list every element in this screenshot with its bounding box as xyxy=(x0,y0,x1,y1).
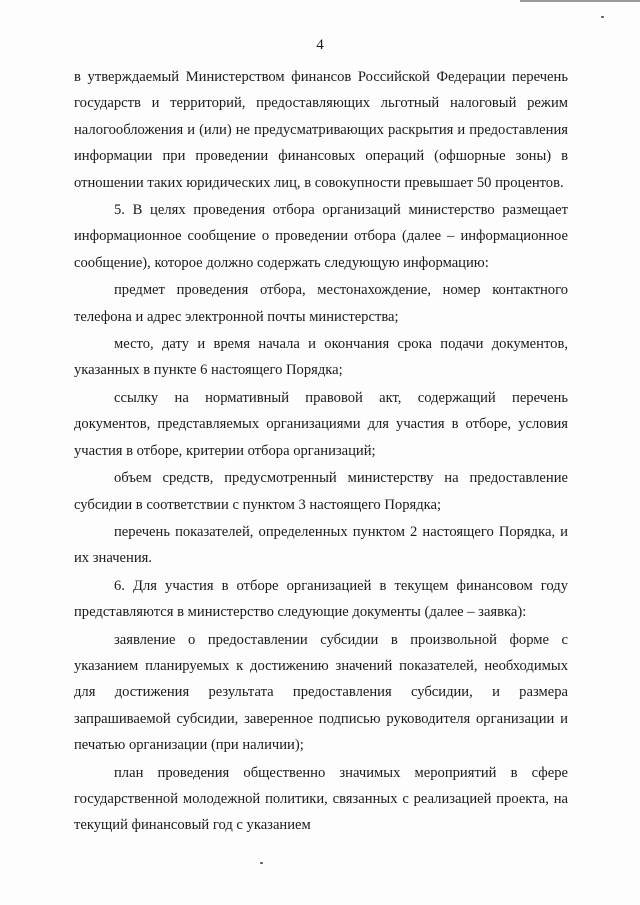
paragraph-list-item: заявление о предоставлении субсидии в произвольной форме с указанием планируемых к достижению значений показателей, необходимых для достижения результата предоставления субсидии, и размера запрашиваемой субсидии, заверенное подписью руководителя организации и печатью организации (при наличии); xyxy=(74,631,568,754)
document-body xyxy=(74,64,568,839)
paragraph-list-item: предмет проведения отбора, местонахождение, номер контактного телефона и адрес электронной почты министерства; xyxy=(74,282,568,325)
top-edge-line xyxy=(520,0,640,2)
paragraph-list-item: ссылку на нормативный правовой акт, содержащий перечень документов, представляемых организациями для участия в отборе, условия участия в отборе, критерии отбора организаций; xyxy=(74,389,568,459)
paragraph-clause-6: 6. Для участия в отборе организацией в текущем финансовом году представляются в министерство следующие документы (далее – заявка): xyxy=(74,577,568,621)
paragraph-continuation: в утверждаемый Министерством финансов Российской Федерации перечень государств и территорий, предоставляющих льготный налоговый режим налогообложения и (или) не предусматривающих раскрытия и предоставления информации при проведении финансовых операций (офшорные зоны) в отношении таких юридических лиц, в совокупности превышает 50 процентов. xyxy=(74,69,568,191)
paragraph-clause-5: 5. В целях проведения отбора организаций министерство размещает информационное сообщение о проведении отбора (далее – информационное сообщение), которое должно содержать следующую информацию: xyxy=(74,202,568,271)
paragraph-list-item: план проведения общественно значимых мероприятий в сфере государственной молодежной политики, связанных с реализацией проекта, на текущий финансовый год с указанием xyxy=(74,764,568,834)
paragraph-list-item: объем средств, предусмотренный министерству на предоставление субсидии в соответствии с пунктом 3 настоящего Порядка; xyxy=(74,470,568,513)
scan-speck xyxy=(601,16,604,18)
scan-speck xyxy=(260,862,263,864)
paragraph-list-item: перечень показателей, определенных пунктом 2 настоящего Порядка, и их значения. xyxy=(74,523,568,567)
paragraph-list-item: место, дату и время начала и окончания срока подачи документов, указанных в пункте 6 настоящего Порядка; xyxy=(74,336,568,379)
page-number: 4 xyxy=(316,37,324,53)
